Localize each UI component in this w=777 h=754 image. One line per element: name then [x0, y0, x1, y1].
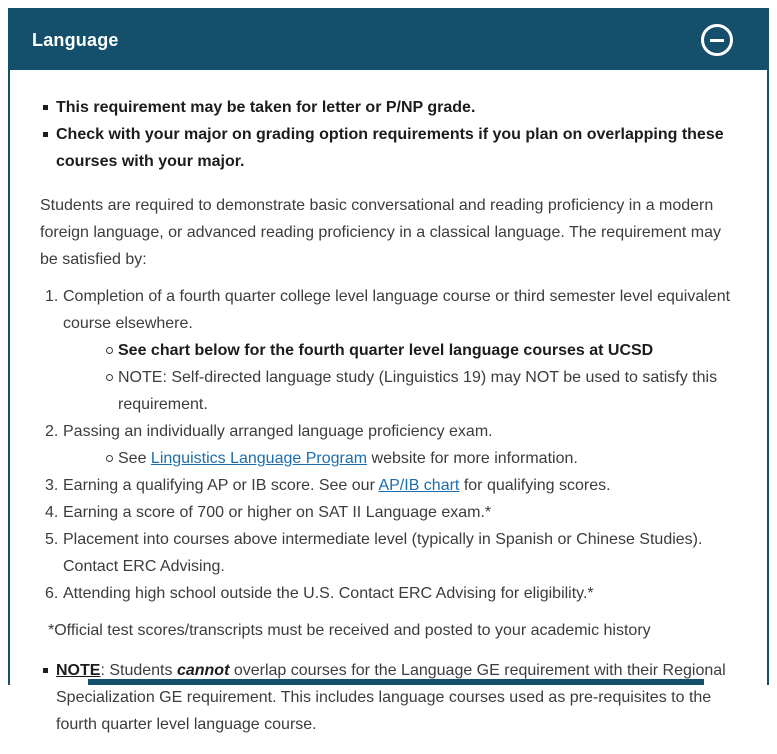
- option-item-3: [45, 472, 737, 499]
- note-label: NOTE: [56, 662, 101, 679]
- circle-bullet-icon: [105, 337, 118, 364]
- note-post: overlap courses for the Language GE requirement with their Regional Specialization GE requirement. This includes language courses used as pre-requisites to the fourth quarter level language course.: [56, 662, 726, 733]
- option-text-pre: Earning a qualifying AP or IB score. See our: [63, 477, 379, 494]
- grading-notes-list: [40, 94, 737, 175]
- see-chart-note: See chart below for the fourth quarter level language courses at UCSD: [118, 342, 654, 359]
- requirement-options-list: [40, 283, 737, 607]
- option-number: 3.: [45, 477, 59, 494]
- ap-ib-chart-link[interactable]: AP/IB chart: [378, 477, 460, 494]
- option-text: Attending high school outside the U.S. Contact ERC Advising for eligibility.*: [63, 585, 594, 602]
- grading-note-text: This requirement may be taken for letter or P/NP grade.: [56, 99, 476, 116]
- option-number: 6.: [45, 585, 59, 602]
- option-text: Earning a score of 700 or higher on SAT II Language exam.*: [63, 504, 492, 521]
- accordion-body: [10, 70, 767, 754]
- intro-paragraph: Students are required to demonstrate basic conversational and reading proficiency in a modern foreign language, or advanced reading proficiency in a classical language. The requirement may be satisfied by:: [40, 197, 722, 268]
- minus-glyph: [710, 39, 724, 42]
- square-bullet-icon: [40, 657, 56, 738]
- collapse-minus-icon[interactable]: [701, 24, 733, 56]
- option-item-4: [45, 499, 737, 526]
- grading-note-text: Check with your major on grading option requirements if you plan on overlapping these courses with your major.: [56, 126, 724, 170]
- list-item: [40, 121, 737, 175]
- option-text: Completion of a fourth quarter college level language course or third semester level equivalent course elsewhere.: [63, 288, 731, 332]
- list-item: [105, 364, 737, 418]
- option-sublist: [105, 445, 737, 472]
- circle-bullet-icon: [105, 445, 118, 472]
- overlap-note-text: [56, 657, 737, 738]
- option-text: Passing an individually arranged language proficiency exam.: [63, 423, 493, 440]
- square-bullet-icon: [40, 94, 56, 121]
- note-emphasis: cannot: [176, 662, 230, 679]
- option-item-2: [45, 418, 737, 472]
- option-number: 5.: [45, 531, 59, 548]
- option-sublist: [105, 337, 737, 418]
- option-number: 4.: [45, 504, 59, 521]
- option-text: Placement into courses above intermediate level (typically in Spanish or Chinese Studies). Contact ERC Advising.: [63, 531, 703, 575]
- option-item-1: [45, 283, 737, 418]
- option-item-6: [45, 580, 737, 607]
- official-scores-note: *Official test scores/transcripts must be received and posted to your academic history: [48, 622, 651, 639]
- note-pre: : Students: [100, 662, 177, 679]
- chart-header-partial: [88, 679, 704, 685]
- option-item-5: [45, 526, 737, 580]
- language-accordion-panel: [8, 8, 769, 733]
- list-item: [105, 445, 737, 472]
- circle-bullet-icon: [105, 364, 118, 418]
- list-item: [40, 657, 737, 738]
- linguistics-language-program-link[interactable]: Linguistics Language Program: [150, 450, 368, 467]
- linguistics19-note: NOTE: Self-directed language study (Linguistics 19) may NOT be used to satisfy this requirement.: [118, 369, 718, 413]
- sub-text: [118, 445, 578, 472]
- list-item: [40, 94, 737, 121]
- option-number: 2.: [45, 423, 59, 440]
- overlap-note-list: [40, 657, 737, 738]
- list-item: [105, 337, 737, 364]
- option-text: [63, 477, 611, 494]
- sub-text-post: website for more information.: [367, 450, 578, 467]
- square-bullet-icon: [40, 121, 56, 175]
- accordion-header-language[interactable]: [10, 10, 767, 70]
- option-number: 1.: [45, 288, 59, 305]
- sub-text-pre: See: [118, 450, 151, 467]
- option-text-post: for qualifying scores.: [459, 477, 611, 494]
- accordion-title: Language: [32, 29, 119, 50]
